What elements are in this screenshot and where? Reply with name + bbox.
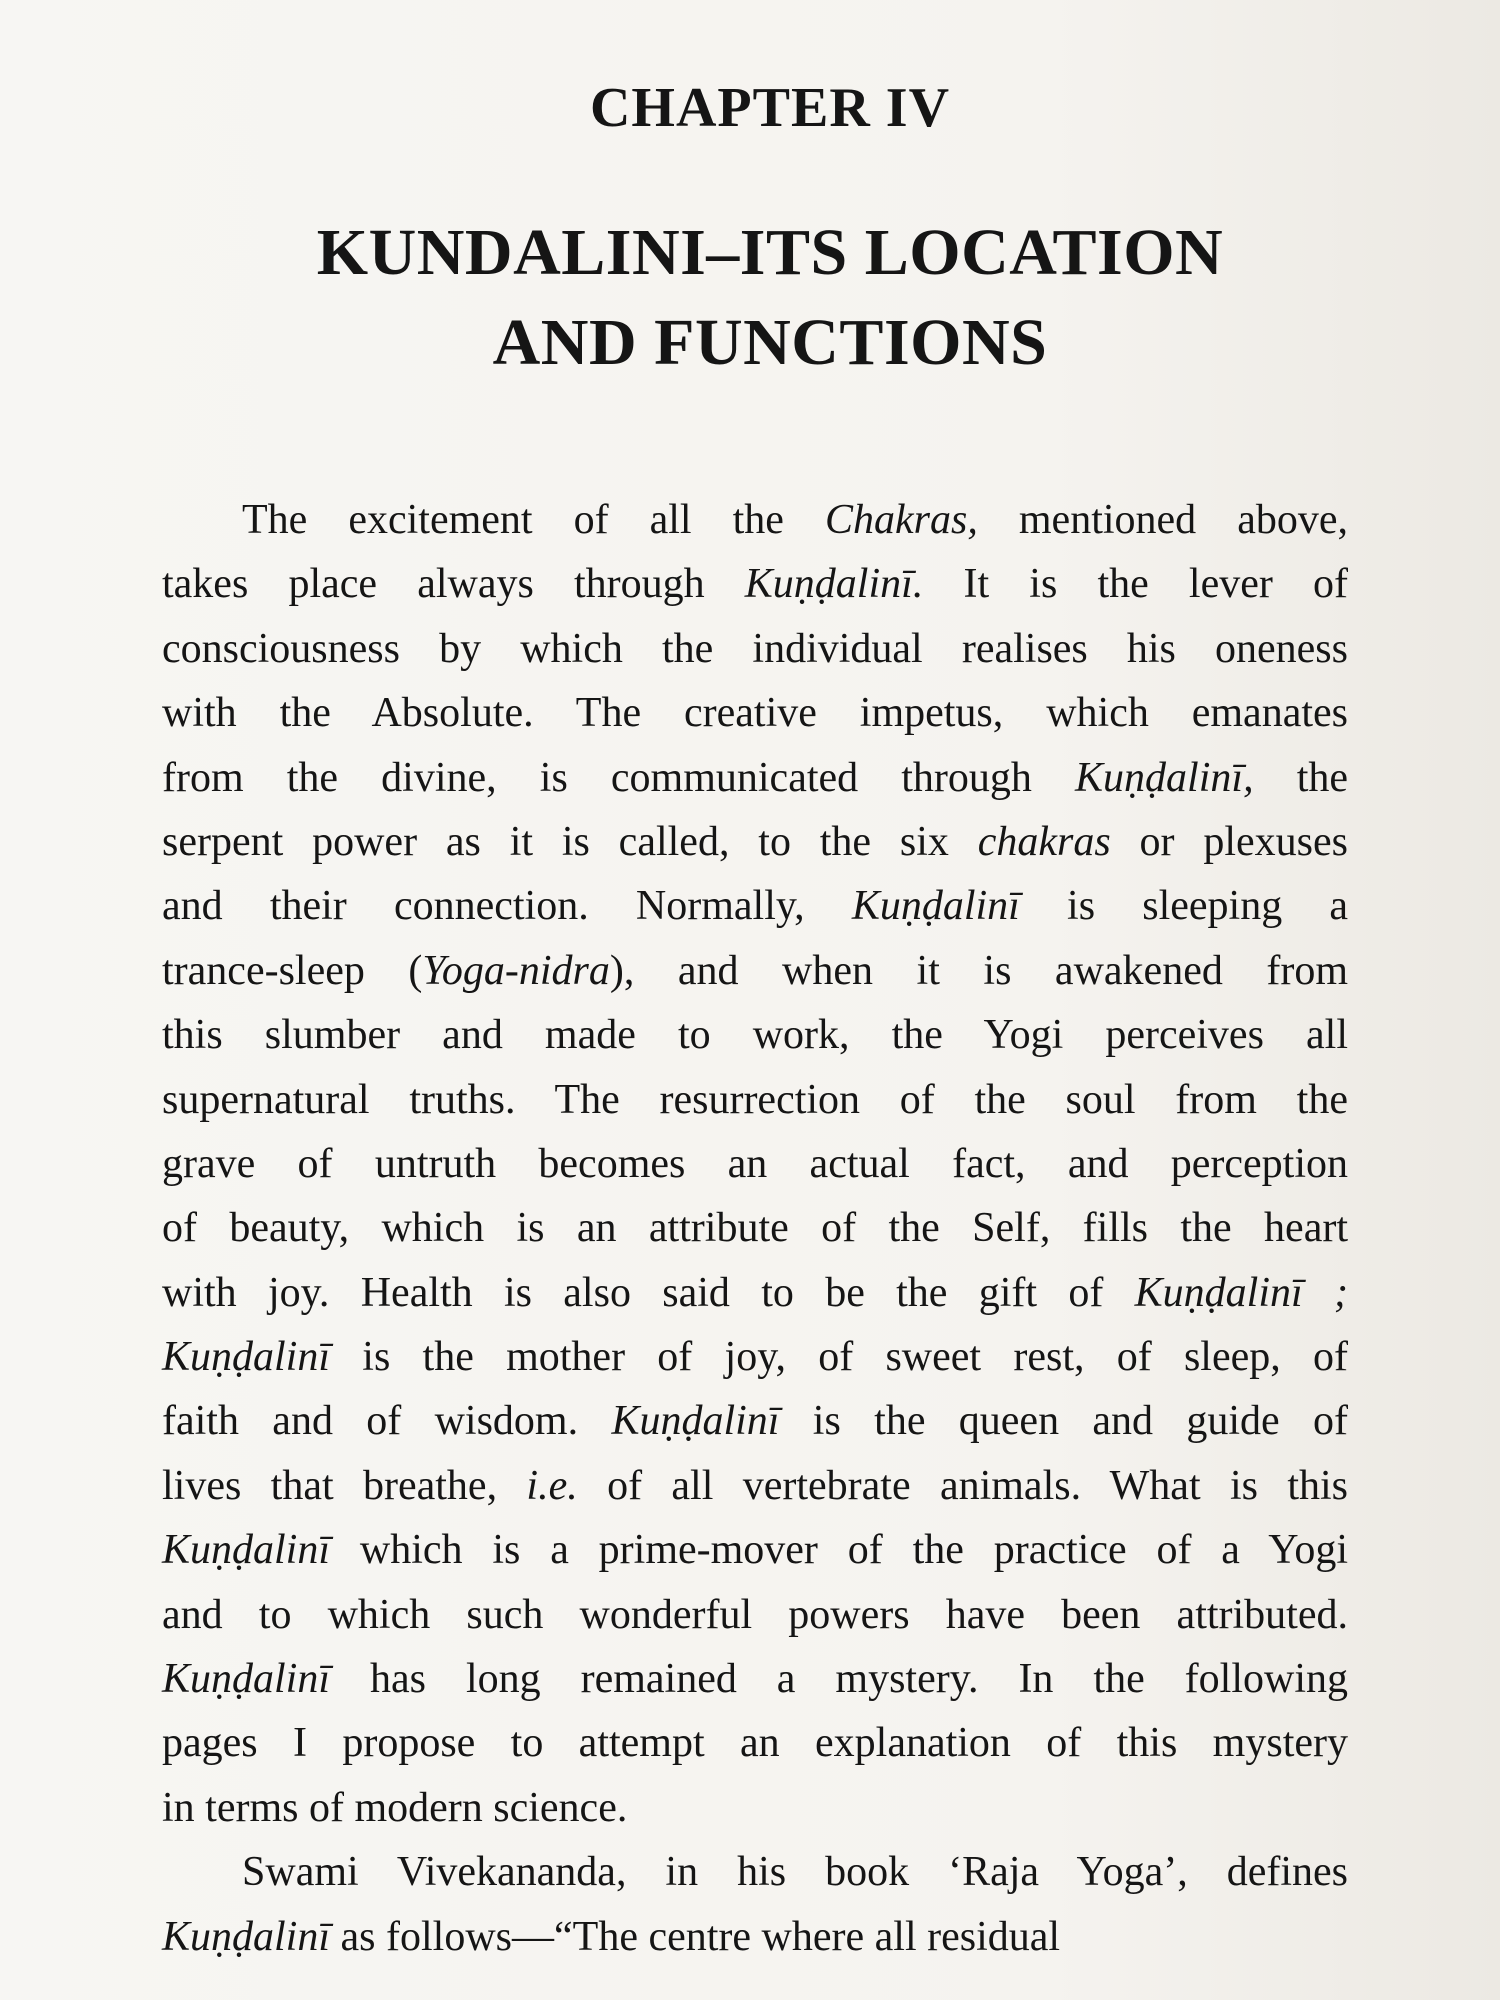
text-run: lives that breathe, [162, 1462, 527, 1509]
text-run: of beauty, which is an attribute of the Self, fills the heart [162, 1205, 1348, 1252]
italic-term: Kuṇḍalinī [162, 1656, 331, 1703]
text-run: consciousness by which the individual realises his oneness [162, 625, 1348, 672]
text-run: and their connection. Normally, [162, 883, 852, 930]
chapter-label: CHAPTER IV [589, 77, 951, 139]
text-run: or plexuses [1110, 818, 1348, 865]
italic-term: Kuṇḍalinī [611, 1398, 780, 1445]
text-run: mentioned above, [977, 497, 1348, 543]
body-line [162, 681, 1348, 745]
body-line [162, 1132, 1348, 1196]
body-line [162, 1261, 1348, 1325]
text-run: The excitement of all the [242, 497, 825, 543]
body-line [162, 1325, 1348, 1389]
text-run: with joy. Health is also said to be the gift of [162, 1269, 1135, 1316]
text-run: is the queen and guide of [779, 1398, 1349, 1445]
body-line [162, 1003, 1348, 1067]
italic-term: chakras [977, 818, 1111, 865]
text-run: this slumber and made to work, the Yogi perceives all [162, 1012, 1348, 1059]
body-line [162, 1583, 1348, 1647]
body-line [162, 1711, 1348, 1775]
italic-term: Kuṇḍalinī, [1075, 754, 1254, 801]
text-run: faith and of wisdom. [162, 1398, 612, 1445]
text-run: supernatural truths. The resurrection of the soul from the [162, 1076, 1348, 1123]
body-line [162, 1840, 1348, 1904]
body-line [162, 746, 1348, 810]
text-run: and to which such wonderful powers have been attributed. [162, 1591, 1348, 1638]
italic-term: Yoga-nidra [422, 947, 610, 994]
text-run: is the mother of joy, of sweet rest, of sleep, of [330, 1334, 1348, 1381]
italic-term: Kuṇḍalinī ; [1134, 1269, 1348, 1316]
italic-term: Kuṇḍalinī [162, 1334, 331, 1381]
text-run: grave of untruth becomes an actual fact, and perception [162, 1140, 1348, 1187]
text-run: with the Absolute. The creative impetus, which emanates [162, 690, 1348, 737]
body-line [162, 1776, 1348, 1840]
chapter-title [0, 208, 1500, 388]
chapter-title-line: KUNDALINI–ITS LOCATION [316, 216, 1224, 289]
body-line [162, 1518, 1348, 1582]
text-run: trance-sleep ( [162, 947, 423, 994]
body-line [162, 874, 1348, 938]
text-run: as follows—“The centre where all residual [330, 1913, 1061, 1960]
text-run: It is the lever of [923, 561, 1348, 608]
italic-term: Chakras, [824, 497, 978, 543]
text-run: serpent power as it is called, to the six [162, 818, 978, 865]
body-line [162, 1196, 1348, 1260]
body-line [162, 1454, 1348, 1518]
body-line [162, 617, 1348, 681]
chapter-title-line: AND FUNCTIONS [492, 306, 1048, 379]
body-line [162, 1647, 1348, 1711]
text-run: takes place always through [162, 561, 745, 608]
text-run: in terms of modern science. [162, 1784, 628, 1831]
italic-term: Kuṇḍalinī [851, 883, 1020, 930]
text-run: from the divine, is communicated through [162, 754, 1076, 801]
italic-term: Kuṇḍalinī [162, 1913, 331, 1960]
italic-term: Kuṇḍalinī [162, 1527, 331, 1574]
text-run: the [1253, 754, 1349, 801]
body-text [162, 488, 1348, 1969]
italic-term: i.e. [526, 1462, 578, 1509]
text-run: which is a prime-mover of the practice of a Yogi [330, 1527, 1348, 1574]
text-run: pages I propose to attempt an explanation of this mystery [162, 1720, 1348, 1767]
italic-term: Kuṇḍalinī. [744, 561, 924, 608]
body-line [162, 1068, 1348, 1132]
text-run: ), and when it is awakened from [609, 947, 1348, 994]
body-line [162, 552, 1348, 616]
text-run: is sleeping a [1019, 883, 1349, 930]
body-line [162, 810, 1348, 874]
body-line [162, 1389, 1348, 1453]
text-run: of all vertebrate animals. What is this [577, 1462, 1348, 1509]
body-line [162, 939, 1348, 1003]
text-run: has long remained a mystery. In the following [330, 1656, 1348, 1703]
body-line [162, 488, 1348, 552]
body-line [162, 1905, 1348, 1969]
text-run: Swami Vivekananda, in his book ‘Raja Yoga’, defines [242, 1849, 1348, 1896]
